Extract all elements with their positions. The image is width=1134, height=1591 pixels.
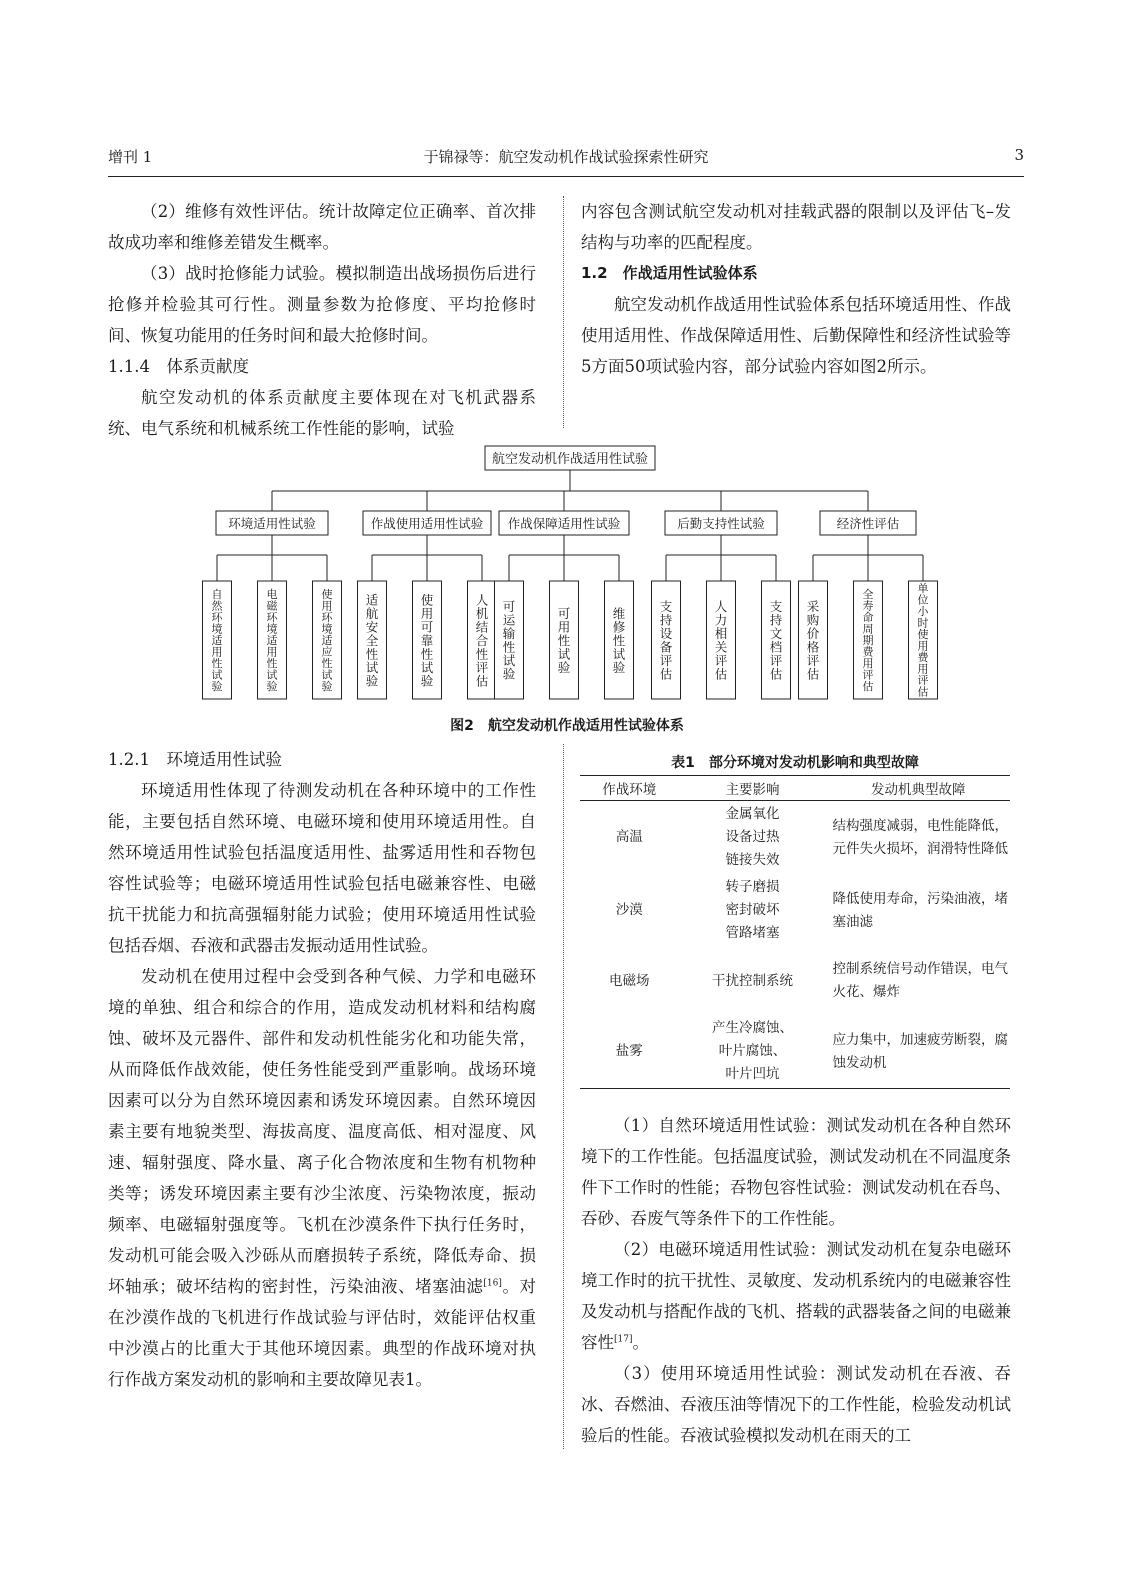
table-header-row [580, 776, 1010, 801]
effect-item: 叶片凹坑 [725, 1066, 780, 1082]
table-title: 表1 部分环境对发动机影响和典型故障 [671, 755, 919, 771]
paragraph: （3）使用环境适用性试验：测试发动机在吞液、吞冰、吞燃油、吞液压油等情况下的工作性能，检验发动机试验后的性能。吞液试验模拟发动机在雨天的工 [581, 1364, 1011, 1445]
paragraph-text: （2）电磁环境适用性试验：测试发动机在复杂电磁环境工作时的抗干扰性、灵敏度、发动机系统内的电磁兼容性及发动机与搭配作战的飞机、搭载的武器装备之间的电磁兼容性 [581, 1240, 1011, 1352]
paragraph [581, 1234, 1011, 1358]
paragraph-text: 。 [632, 1333, 649, 1352]
effect-item: 干扰控制系统 [712, 972, 794, 989]
leaf-label: 全寿命周期费用评估 [862, 587, 874, 693]
left-column-bottom [108, 744, 536, 1395]
figure-caption: 图2 航空发动机作战适用性试验体系 [450, 718, 684, 734]
group-label: 作战使用适用性试验 [370, 516, 484, 531]
section-heading: 1.2 作战适用性试验体系 [581, 264, 758, 282]
leaf-label: 可用性试验 [557, 605, 571, 675]
leaf-label: 采购价格评估 [806, 599, 820, 682]
paragraph: 内容包含测试航空发动机对挂载武器的限制以及评估飞–发结构与功率的匹配程度。 [581, 202, 1011, 252]
page-number: 3 [1014, 146, 1024, 164]
leaf-label: 维修性试验 [612, 605, 626, 675]
column-divider [563, 196, 564, 428]
effect-item: 产生冷腐蚀、 [712, 1020, 794, 1036]
leaf-label: 电磁环境适用性试验 [266, 587, 278, 693]
effect-item: 管路堵塞 [725, 925, 780, 941]
leaf-label: 支持设备评估 [659, 599, 673, 682]
column-header: 主要影响 [679, 776, 827, 801]
leaf-label: 人机结合性评估 [475, 592, 489, 689]
citation[interactable]: [16] [483, 1278, 502, 1289]
fault-cell: 降低使用寿命，污染油液，堵塞油滤 [832, 890, 1009, 930]
running-header [108, 146, 1024, 177]
column-divider [563, 744, 564, 1449]
citation[interactable]: [17] [614, 1334, 633, 1345]
group-label: 作战保障适用性试验 [507, 516, 621, 531]
article-title: 于锦禄等：航空发动机作战试验探索性研究 [423, 148, 709, 166]
fault-cell: 结构强度减弱，电性能降低，元件失火损坏，润滑特性降低 [832, 817, 1009, 857]
effects-cell [679, 947, 827, 1015]
paragraph: （2）维修有效性评估。统计故障定位正确率、首次排故成功率和维修差错发生概率。 [108, 202, 536, 252]
column-header: 作战环境 [580, 776, 679, 801]
table-row [580, 1015, 1010, 1089]
column-header: 发动机典型故障 [827, 776, 1010, 801]
table-row [580, 801, 1010, 875]
effect-item: 链接失效 [725, 852, 780, 868]
leaf-label: 使用环境适应性试验 [321, 587, 333, 693]
paragraph: 航空发动机的体系贡献度主要体现在对飞机武器系统、电气系统和机械系统工作性能的影响，试验 [108, 388, 536, 438]
figure-2 [180, 444, 960, 714]
effect-item: 设备过热 [725, 829, 780, 845]
paragraph-text: 。对在沙漠作战的飞机进行作战试验与评估时，效能评估权重中沙漠占的比重大于其他环境因素。典型的作战环境对执行作战方案发动机的影响和主要故障见表1。 [108, 1277, 537, 1389]
leaf-label: 适航安全性试验 [365, 592, 379, 689]
effect-item: 转子磨损 [725, 879, 780, 895]
environment-table [580, 775, 1010, 1089]
env-cell: 沙漠 [615, 902, 643, 918]
fault-cell: 控制系统信号动作错误，电气火花、爆炸 [832, 961, 1009, 1000]
leaf-label: 单位小时使用费用评估 [917, 582, 929, 699]
section-heading: 1.2.1 环境适用性试验 [108, 750, 282, 769]
table-row [580, 874, 1010, 947]
right-column-bottom [581, 1110, 1011, 1451]
journal-issue: 增刊 1 [108, 148, 153, 166]
paragraph: 环境适用性体现了待测发动机在各种环境中的工作性能，主要包括自然环境、电磁环境和使用环境适用性。自然环境适用性试验包括温度适用性、盐雾适用性和吞物包容性试验等；电磁环境适用性试验包括电磁兼容性、电磁抗干扰能力和抗高强辐射能力试验；使用环境适用性试验包括吞烟、吞液和武器击发振动适用性试验。 [108, 781, 536, 955]
group-label: 后勤支持性试验 [677, 516, 765, 531]
paragraph: （1）自然环境适用性试验：测试发动机在各种自然环境下的工作性能。包括温度试验，测试发动机在不同温度条件下工作时的性能；吞物包容性试验：测试发动机在吞鸟、吞砂、吞废气等条件下的工作性能。 [581, 1116, 1011, 1228]
table-row [580, 947, 1010, 1015]
section-heading: 1.1.4 体系贡献度 [108, 357, 249, 376]
effects-cell [679, 801, 827, 875]
effect-item: 金属氧化 [725, 806, 780, 822]
leaf-label: 使用可靠性试验 [420, 592, 434, 689]
paragraph: 航空发动机作战适用性试验体系包括环境适用性、作战使用适用性、作战保障适用性、后勤保障性和经济性试验等5方面50项试验内容，部分试验内容如图2所示。 [581, 295, 1011, 376]
effects-cell [679, 1015, 827, 1089]
fault-cell: 应力集中，加速疲劳断裂，腐蚀发动机 [827, 1015, 1010, 1089]
effects-cell [679, 874, 827, 947]
hierarchy-diagram [180, 444, 960, 714]
env-cell: 高温 [615, 829, 643, 845]
group-label: 环境适用性试验 [228, 516, 316, 531]
leaf-label: 人力相关评估 [714, 599, 728, 682]
left-column-top [108, 196, 536, 444]
leaf-label: 可运输性试验 [502, 599, 516, 682]
root-label: 航空发动机作战适用性试验 [491, 452, 649, 467]
env-cell: 盐雾 [580, 1015, 679, 1089]
paragraph [108, 961, 536, 1395]
group-label: 经济性评估 [836, 516, 900, 531]
leaf-label: 自然环境适用性试验 [211, 587, 223, 693]
leaf-label: 支持文档评估 [769, 599, 783, 682]
right-column-top [581, 196, 1011, 382]
env-cell: 电磁场 [609, 972, 650, 989]
effect-item: 密封破坏 [725, 902, 780, 918]
paragraph-text: 发动机在使用过程中会受到各种气候、力学和电磁环境的单独、组合和综合的作用，造成发动机材料和结构腐蚀、破坏及元器件、部件和发动机性能劣化和功能失常，从而降低作战效能，使任务性能受到严重影响。战场环境因素可以分为自然环境因素和诱发环境因素。自然环境因素主要有地貌类型、海拔高度、温度高低、相对湿度、风速、辐射强度、降水量、离子化合物浓度和生物有机物种类等；诱发环境因素主要有沙尘浓度、污染物浓度，振动频率、电磁辐射强度等。飞机在沙漠条件下执行任务时，发动机可能会吸入沙砾从而磨损转子系统，降低寿命、损坏轴承；破坏结构的密封性，污染油液、堵塞油滤 [108, 967, 536, 1296]
paragraph: （3）战时抢修能力试验。模拟制造出战场损伤后进行抢修并检验其可行性。测量参数为抢修度、平均抢修时间、恢复功能用的任务时间和最大抢修时间。 [108, 264, 536, 345]
effect-item: 叶片腐蚀、 [718, 1043, 787, 1059]
